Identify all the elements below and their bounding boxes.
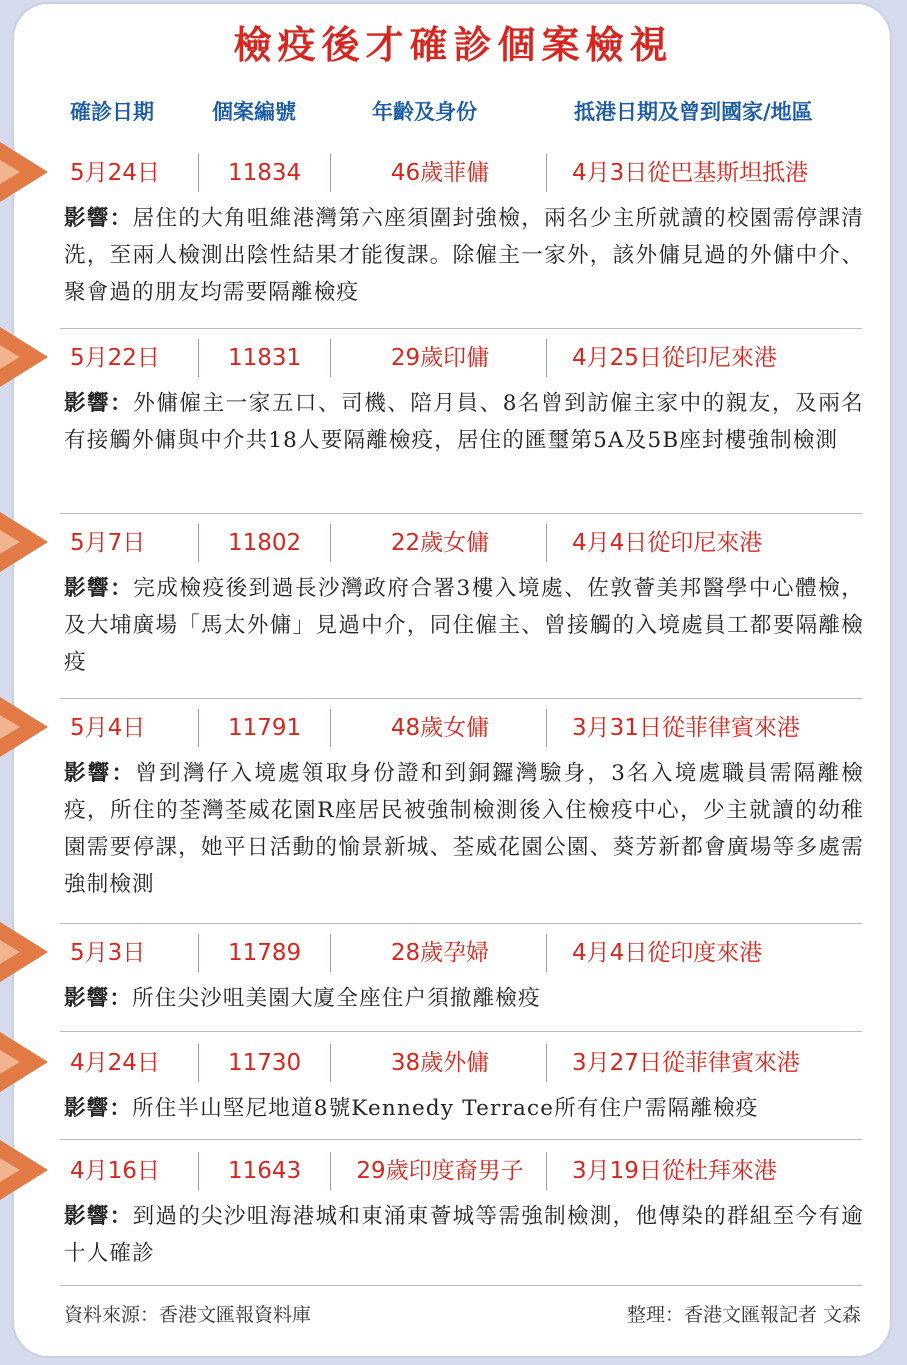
- footer-editor: 整理：香港文匯報記者 文森: [626, 1304, 861, 1326]
- case-impact: [64, 1198, 864, 1272]
- column-divider: [330, 1152, 331, 1190]
- case-identity: 46歲菲傭: [390, 160, 490, 186]
- column-divider: [546, 934, 547, 972]
- case-number: 11789: [228, 940, 302, 966]
- case-date: 5月7日: [70, 530, 146, 556]
- header-arrival: 抵港日期及曾到國家/地區: [574, 100, 813, 124]
- column-divider: [546, 709, 547, 747]
- arrow-marker: [0, 1140, 48, 1200]
- case-number: 11834: [228, 160, 302, 186]
- impact-label: 影響：: [64, 1204, 133, 1229]
- case-impact: [64, 570, 864, 681]
- case-impact: [64, 385, 864, 459]
- case-arrival: 4月4日從印尼來港: [572, 530, 763, 556]
- case-identity: 29歲印傭: [390, 345, 490, 371]
- row-divider: [60, 513, 862, 514]
- impact-text: 外傭僱主一家五口、司機、陪月員、8名曾到訪僱主家中的親友，及兩名有接觸外傭與中介共18人要隔離檢疫，居住的匯璽第5A及5B座封樓強制檢測: [64, 391, 864, 453]
- case-number: 11730: [228, 1050, 302, 1076]
- case-identity: 22歲女傭: [390, 530, 490, 556]
- case-identity: 48歲女傭: [390, 715, 490, 741]
- row-divider: [60, 328, 862, 329]
- impact-text: 到過的尖沙咀海港城和東涌東薈城等需強制檢測，他傳染的群組至今有逾十人確診: [64, 1204, 864, 1266]
- case-identity: 28歲孕婦: [390, 940, 490, 966]
- case-number: 11643: [228, 1158, 302, 1184]
- row-divider: [60, 923, 862, 924]
- column-divider: [546, 1152, 547, 1190]
- column-divider: [198, 524, 199, 562]
- case-identity: 29歲印度裔男子: [356, 1158, 524, 1184]
- column-divider: [330, 154, 331, 192]
- footer-source: 資料來源：香港文匯報資料庫: [64, 1304, 312, 1326]
- arrow-marker: [0, 142, 48, 202]
- column-divider: [198, 154, 199, 192]
- column-divider: [198, 1152, 199, 1190]
- case-date: 5月3日: [70, 940, 146, 966]
- case-date: 5月22日: [70, 345, 160, 371]
- arrow-marker: [0, 697, 48, 757]
- arrow-marker: [0, 512, 48, 572]
- impact-text: 完成檢疫後到過長沙灣政府合署3樓入境處、佐敦薈美邦醫學中心體檢，及大埔廣場「馬太外傭」見過中介，同住僱主、曾接觸的入境處員工都要隔離檢疫: [64, 576, 864, 675]
- column-divider: [330, 709, 331, 747]
- case-number: 11791: [228, 715, 302, 741]
- case-arrival: 3月31日從菲律賓來港: [572, 715, 800, 741]
- column-divider: [546, 524, 547, 562]
- impact-text: 所住半山堅尼地道8號Kennedy Terrace所有住户需隔離檢疫: [132, 1096, 759, 1121]
- arrow-marker: [0, 1032, 48, 1092]
- impact-text: 所住尖沙咀美園大廈全座住户須撤離檢疫: [132, 986, 541, 1011]
- impact-text: 曾到灣仔入境處領取身份證和到銅鑼灣驗身，3名入境處職員需隔離檢疫，所住的荃灣荃威花園R座居民被強制檢測後入住檢疫中心，少主就讀的幼稚園需要停課，她平日活動的愉景新城、荃威花園公園、葵芳新都會廣場等多處需強制檢測: [64, 761, 864, 897]
- row-divider: [60, 1139, 862, 1140]
- column-divider: [330, 1044, 331, 1082]
- case-arrival: 3月27日從菲律賓來港: [572, 1050, 800, 1076]
- column-divider: [330, 339, 331, 377]
- column-divider: [546, 154, 547, 192]
- case-arrival: 4月4日從印度來港: [572, 940, 763, 966]
- row-divider: [60, 1031, 862, 1032]
- header-date: 確診日期: [70, 100, 154, 124]
- column-divider: [198, 339, 199, 377]
- column-divider: [546, 1044, 547, 1082]
- case-arrival: 3月19日從杜拜來港: [572, 1158, 777, 1184]
- impact-label: 影響：: [64, 986, 133, 1011]
- column-divider: [546, 339, 547, 377]
- header-identity: 年齡及身份: [372, 100, 477, 124]
- impact-label: 影響：: [64, 761, 136, 786]
- column-divider: [198, 709, 199, 747]
- infographic-title: 檢疫後才確診個案檢視: [233, 23, 674, 67]
- column-divider: [330, 524, 331, 562]
- case-date: 5月24日: [70, 160, 160, 186]
- column-divider: [330, 934, 331, 972]
- impact-label: 影響：: [64, 1096, 133, 1121]
- case-arrival: 4月25日從印尼來港: [572, 345, 777, 371]
- column-divider: [198, 1044, 199, 1082]
- case-impact: [64, 1090, 864, 1127]
- case-arrival: 4月3日從巴基斯坦抵港: [572, 160, 809, 186]
- arrow-marker: [0, 327, 48, 387]
- impact-label: 影響：: [64, 206, 133, 231]
- case-impact: [64, 980, 864, 1017]
- case-number: 11831: [228, 345, 302, 371]
- case-date: 4月16日: [70, 1158, 160, 1184]
- impact-text: 居住的大角咀維港灣第六座須圍封強檢，兩名少主所就讀的校園需停課清洗，至兩人檢測出陰性結果才能復課。除僱主一家外，該外傭見過的外傭中介、聚會過的朋友均需要隔離檢疫: [64, 206, 864, 305]
- case-date: 4月24日: [70, 1050, 160, 1076]
- column-divider: [198, 934, 199, 972]
- case-impact: [64, 755, 864, 903]
- impact-label: 影響：: [64, 576, 134, 601]
- case-impact: [64, 200, 864, 311]
- row-divider: [60, 1285, 862, 1286]
- header-case-no: 個案編號: [212, 100, 296, 124]
- case-identity: 38歲外傭: [390, 1050, 490, 1076]
- impact-label: 影響：: [64, 391, 134, 416]
- row-divider: [60, 698, 862, 699]
- case-number: 11802: [228, 530, 302, 556]
- arrow-marker: [0, 922, 48, 982]
- case-date: 5月4日: [70, 715, 146, 741]
